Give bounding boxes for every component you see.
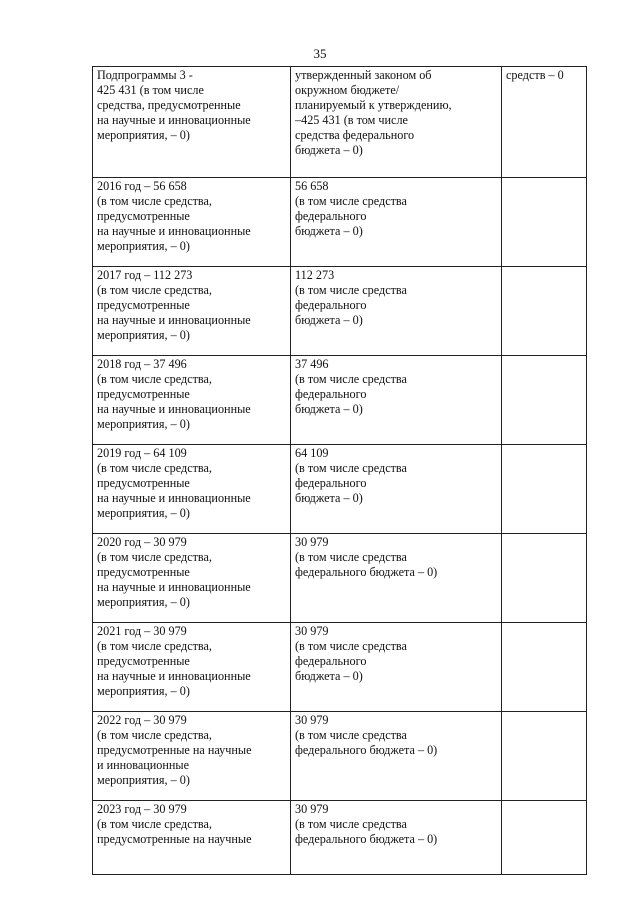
table-cell-other-2022: [502, 712, 587, 801]
table-cell-other-2018: [502, 356, 587, 445]
table-cell-year-2022: 2022 год – 30 979 (в том числе средства, предусмотренные на научные и инновационные мероприятия, – 0): [93, 712, 291, 801]
table-row: [93, 445, 587, 534]
table-cell-budget-2019: 64 109 (в том числе средства федерального бюджета – 0): [291, 445, 502, 534]
table-cell-subprogram-total: Подпрограммы 3 - 425 431 (в том числе средства, предусмотренные на научные и инновационные мероприятия, – 0): [93, 67, 291, 178]
table-cell-other-2020: [502, 534, 587, 623]
table-cell-other-funds: средств – 0: [502, 67, 587, 178]
table-cell-other-2023: [502, 801, 587, 875]
table-cell-year-2023: 2023 год – 30 979 (в том числе средства, предусмотренные на научные: [93, 801, 291, 875]
table-row: [93, 67, 587, 178]
table-cell-budget-2021: 30 979 (в том числе средства федерального бюджета – 0): [291, 623, 502, 712]
table-cell-other-2017: [502, 267, 587, 356]
table-cell-year-2016: 2016 год – 56 658 (в том числе средства, предусмотренные на научные и инновационные мероприятия, – 0): [93, 178, 291, 267]
table-row: [93, 801, 587, 875]
table-cell-budget-2020: 30 979 (в том числе средства федерального бюджета – 0): [291, 534, 502, 623]
page-number: 35: [313, 46, 327, 61]
table-row: [93, 534, 587, 623]
table-cell-year-2021: 2021 год – 30 979 (в том числе средства, предусмотренные на научные и инновационные мероприятия, – 0): [93, 623, 291, 712]
table-row: [93, 178, 587, 267]
table-row: [93, 356, 587, 445]
table-cell-budget-2017: 112 273 (в том числе средства федерального бюджета – 0): [291, 267, 502, 356]
table-cell-year-2018: 2018 год – 37 496 (в том числе средства, предусмотренные на научные и инновационные мероприятия, – 0): [93, 356, 291, 445]
table-cell-year-2019: 2019 год – 64 109 (в том числе средства, предусмотренные на научные и инновационные мероприятия, – 0): [93, 445, 291, 534]
table-row: [93, 712, 587, 801]
table-cell-other-2019: [502, 445, 587, 534]
table-row: [93, 623, 587, 712]
table-cell-other-2021: [502, 623, 587, 712]
table-cell-other-2016: [502, 178, 587, 267]
table-cell-budget-2022: 30 979 (в том числе средства федерального бюджета – 0): [291, 712, 502, 801]
table-cell-year-2017: 2017 год – 112 273 (в том числе средства, предусмотренные на научные и инновационные мероприятия, – 0): [93, 267, 291, 356]
table-cell-budget-2023: 30 979 (в том числе средства федерального бюджета – 0): [291, 801, 502, 875]
table-cell-budget-2018: 37 496 (в том числе средства федерального бюджета – 0): [291, 356, 502, 445]
funding-table: [92, 66, 587, 875]
table-cell-budget-total: утвержденный законом об окружном бюджете/ планируемый к утверждению, –425 431 (в том числе средства федерального бюджета – 0): [291, 67, 502, 178]
table-cell-year-2020: 2020 год – 30 979 (в том числе средства, предусмотренные на научные и инновационные мероприятия, – 0): [93, 534, 291, 623]
table-row: [93, 267, 587, 356]
table-cell-budget-2016: 56 658 (в том числе средства федерального бюджета – 0): [291, 178, 502, 267]
